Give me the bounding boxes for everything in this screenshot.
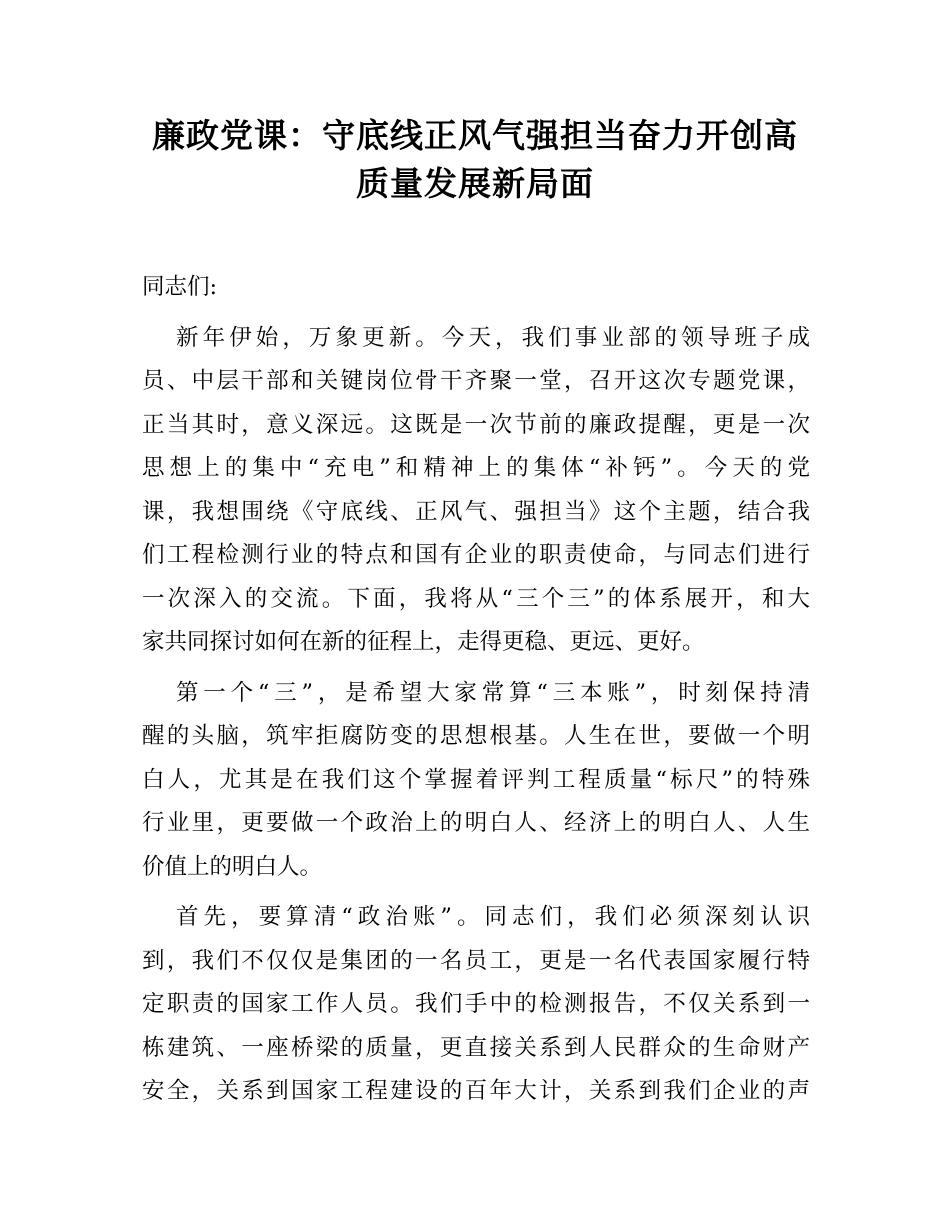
text-line: 安全，关系到国家工程建设的百年大计，关系到我们企业的声 xyxy=(142,1078,810,1104)
text-line: 新年伊始，万象更新。今天，我们事业部的领导班子成 xyxy=(176,324,810,351)
text-line: 定职责的国家工作人员。我们手中的检测报告，不仅关系到一 xyxy=(142,991,810,1017)
paragraph-3 xyxy=(142,896,810,1114)
paragraph-1 xyxy=(142,317,810,665)
text-line: 正当其时，意义深远。这既是一次节前的廉政提醒，更是一次 xyxy=(142,411,810,438)
text-line: 员、中层干部和关键岗位骨干齐聚一堂，召开这次专题党课， xyxy=(142,368,810,394)
text-line: 课，我想围绕《守底线、正风气、强担当》这个主题，结合我 xyxy=(142,498,810,525)
text-line: 首先，要算清“政治账”。同志们，我们必须深刻认识 xyxy=(176,904,810,930)
text-line: 白人，尤其是在我们这个掌握着评判工程质量“标尺”的特殊 xyxy=(142,766,810,793)
text-line: 到，我们不仅仅是集团的一名员工，更是一名代表国家履行特 xyxy=(142,947,810,974)
paragraph-2 xyxy=(142,672,810,890)
text-line: 醒的头脑，筑牢拒腐防变的思想根基。人生在世，要做一个明 xyxy=(142,723,810,749)
document-body xyxy=(142,266,810,1121)
text-line: 第一个“三”，是希望大家常算“三本账”，时刻保持清 xyxy=(176,679,810,706)
title-line: 廉政党课：守底线正风气强担当奋力开创高 xyxy=(152,116,798,155)
text-line: 家共同探讨如何在新的征程上，走得更稳、更远、更好。 xyxy=(142,629,705,655)
text-line: 一次深入的交流。下面，我将从“三个三”的体系展开，和大 xyxy=(142,585,810,612)
document-title xyxy=(140,112,810,208)
text-line: 们工程检测行业的特点和国有企业的职责使命，与同志们进行 xyxy=(142,542,810,568)
text-line: 栋建筑、一座桥梁的质量，更直接关系到人民群众的生命财产 xyxy=(142,1034,810,1061)
salutation: 同志们: xyxy=(142,274,218,300)
text-line: 行业里，更要做一个政治上的明白人、经济上的明白人、人生 xyxy=(142,810,810,836)
text-line: 价值上的明白人。 xyxy=(142,853,323,880)
text-line: 思想上的集中“充电”和精神上的集体“补钙”。今天的党 xyxy=(142,455,810,481)
title-line: 质量发展新局面 xyxy=(356,164,594,203)
